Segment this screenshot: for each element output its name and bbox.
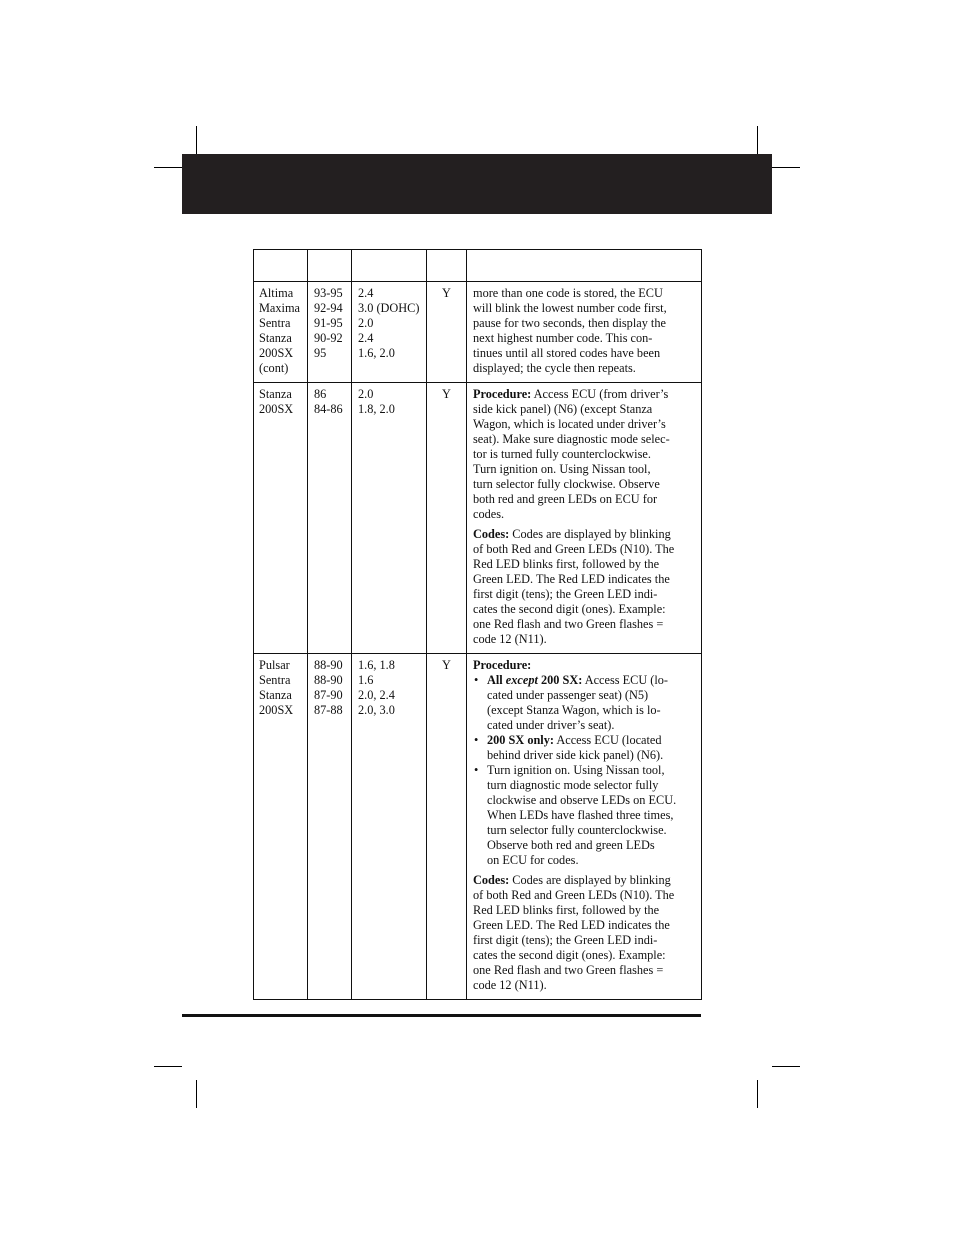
header-cell-model [254, 250, 308, 282]
year-cell [308, 654, 352, 1000]
model-name: Stanza [259, 331, 292, 345]
engine-cell [352, 383, 427, 654]
year-range: 84-86 [314, 402, 343, 416]
model-name: (cont) [259, 361, 289, 375]
text-line: cated under driver’s seat). [487, 718, 615, 732]
year-range: 87-90 [314, 688, 343, 702]
year-range: 95 [314, 346, 327, 360]
text-line: seat). Make sure diagnostic mode selec- [473, 432, 670, 446]
crop-mark-top-right-vertical [757, 126, 758, 154]
text-line: cates the second digit (ones). Example: [473, 602, 666, 616]
text-line: of both Red and Green LEDs (N10). The [473, 888, 675, 902]
crop-mark-top-left-horizontal [154, 167, 182, 168]
text-line: will blink the lowest number code first, [473, 301, 667, 315]
table-row [254, 282, 702, 383]
text-line: turn selector fully clockwise. Observe [473, 477, 660, 491]
year-range: 88-90 [314, 658, 343, 672]
year-range: 90-92 [314, 331, 343, 345]
text-line: code 12 (N11). [473, 978, 547, 992]
procedure-label-line [473, 658, 701, 673]
model-cell [254, 282, 308, 383]
header-cell-year [308, 250, 352, 282]
model-name: Sentra [259, 316, 291, 330]
year-range: 92-94 [314, 301, 343, 315]
engine-size: 2.4 [358, 331, 374, 345]
year-range: 86 [314, 387, 327, 401]
crop-mark-bottom-right-horizontal [772, 1066, 800, 1067]
text-line: Wagon, which is located under driver’s [473, 417, 666, 431]
crop-mark-top-left-vertical [196, 126, 197, 154]
procedure-bullet-list [473, 673, 701, 868]
model-name: 200SX [259, 703, 294, 717]
crop-mark-top-right-horizontal [772, 167, 800, 168]
text-line: turn diagnostic mode selector fully [487, 778, 659, 792]
text-line: next highest number code. This con- [473, 331, 653, 345]
header-cell-procedure [467, 250, 702, 282]
engine-size: 3.0 (DOHC) [358, 301, 420, 315]
text-line: Red LED blinks first, followed by the [473, 557, 660, 571]
text-line: displayed; the cycle then repeats. [473, 361, 636, 375]
procedure-paragraph [473, 387, 701, 522]
text-line [487, 733, 701, 748]
model-name: Sentra [259, 673, 291, 687]
header-cell-engine [352, 250, 427, 282]
text-line: cated under passenger seat) (N5) [487, 688, 649, 702]
bullet-icon: • [474, 733, 479, 747]
model-name: Stanza [259, 688, 292, 702]
text-line: Turn ignition on. Using Nissan tool, [473, 462, 651, 476]
list-item [473, 763, 701, 868]
engine-size: 1.8, 2.0 [358, 402, 395, 416]
codes-paragraph [473, 527, 701, 647]
codes-paragraph [473, 873, 701, 993]
text-line: first digit (tens); the Green LED indi- [473, 587, 658, 601]
text-line: first digit (tens); the Green LED indi- [473, 933, 658, 947]
engine-size: 2.0, 2.4 [358, 688, 395, 702]
crop-mark-bottom-left-horizontal [154, 1066, 182, 1067]
text-line: tinues until all stored codes have been [473, 346, 661, 360]
year-range: 93-95 [314, 286, 343, 300]
engine-cell [352, 654, 427, 1000]
engine-size: 2.0 [358, 316, 374, 330]
text-line: Observe both red and green LEDs [487, 838, 655, 852]
model-cell [254, 654, 308, 1000]
bullet-icon: • [474, 673, 479, 687]
model-name: 200SX [259, 402, 294, 416]
procedure-cell [467, 654, 702, 1000]
engine-cell [352, 282, 427, 383]
engine-size: 1.6 [358, 673, 374, 687]
y-cell: Y [427, 282, 467, 383]
page-footer-rule [182, 1014, 701, 1017]
page-header-bar [182, 154, 772, 214]
bold-italic-text: except [505, 673, 538, 687]
engine-size: 1.6, 2.0 [358, 346, 395, 360]
bold-text: All [487, 673, 506, 687]
list-item [473, 733, 701, 763]
text-line: tor is turned fully counterclockwise. [473, 447, 651, 461]
procedure-label: Procedure: [473, 658, 532, 672]
year-cell [308, 383, 352, 654]
text-line: on ECU for codes. [487, 853, 579, 867]
crop-mark-bottom-right-vertical [757, 1080, 758, 1108]
text-line: (except Stanza Wagon, which is lo- [487, 703, 661, 717]
trouble-code-table [253, 249, 702, 1000]
text-line: Red LED blinks first, followed by the [473, 903, 660, 917]
y-cell: Y [427, 383, 467, 654]
text-line: one Red flash and two Green flashes = [473, 617, 664, 631]
year-range: 87-88 [314, 703, 343, 717]
text-line: Green LED. The Red LED indicates the [473, 572, 670, 586]
model-name: Maxima [259, 301, 300, 315]
text-line: behind driver side kick panel) (N6). [487, 748, 664, 762]
codes-label: Codes: [473, 527, 510, 541]
text-line: When LEDs have flashed three times, [487, 808, 674, 822]
engine-size: 1.6, 1.8 [358, 658, 395, 672]
year-cell [308, 282, 352, 383]
text-line: clockwise and observe LEDs on ECU. [487, 793, 677, 807]
engine-size: 2.4 [358, 286, 374, 300]
text-fragment: Access ECU (from driver’s [531, 387, 669, 401]
text-fragment: Codes are displayed by blinking [509, 873, 671, 887]
text-line: codes. [473, 507, 505, 521]
engine-size: 2.0, 3.0 [358, 703, 395, 717]
text-line: side kick panel) (N6) (except Stanza [473, 402, 653, 416]
text-fragment: Access ECU (lo- [582, 673, 669, 687]
procedure-cell [467, 282, 702, 383]
text-line: pause for two seconds, then display the [473, 316, 666, 330]
text-line [487, 673, 701, 688]
text-line: both red and green LEDs on ECU for [473, 492, 658, 506]
year-range: 88-90 [314, 673, 343, 687]
table-row [254, 654, 702, 1000]
text-line: cates the second digit (ones). Example: [473, 948, 666, 962]
text-line [473, 527, 701, 542]
text-line: of both Red and Green LEDs (N10). The [473, 542, 675, 556]
model-name: Stanza [259, 387, 292, 401]
procedure-label: Procedure: [473, 387, 532, 401]
text-line: Green LED. The Red LED indicates the [473, 918, 670, 932]
text-line [473, 873, 701, 888]
model-name: Pulsar [259, 658, 290, 672]
bold-text: 200 SX: [537, 673, 583, 687]
text-line: code 12 (N11). [473, 632, 547, 646]
y-cell: Y [427, 654, 467, 1000]
text-line: more than one code is stored, the ECU [473, 286, 663, 300]
list-item [473, 673, 701, 733]
procedure-cell [467, 383, 702, 654]
text-line: turn selector fully counterclockwise. [487, 823, 667, 837]
text-line [473, 387, 701, 402]
table-row [254, 383, 702, 654]
table-header-row [254, 250, 702, 282]
text-fragment: Access ECU (located [553, 733, 662, 747]
model-name: 200SX [259, 346, 294, 360]
text-line: Turn ignition on. Using Nissan tool, [487, 763, 665, 777]
header-cell-y [427, 250, 467, 282]
codes-label: Codes: [473, 873, 510, 887]
text-fragment: Codes are displayed by blinking [509, 527, 671, 541]
crop-mark-bottom-left-vertical [196, 1080, 197, 1108]
model-name: Altima [259, 286, 294, 300]
model-cell [254, 383, 308, 654]
engine-size: 2.0 [358, 387, 374, 401]
year-range: 91-95 [314, 316, 343, 330]
text-line: one Red flash and two Green flashes = [473, 963, 664, 977]
bold-text: 200 SX only: [487, 733, 554, 747]
bullet-icon: • [474, 763, 479, 777]
